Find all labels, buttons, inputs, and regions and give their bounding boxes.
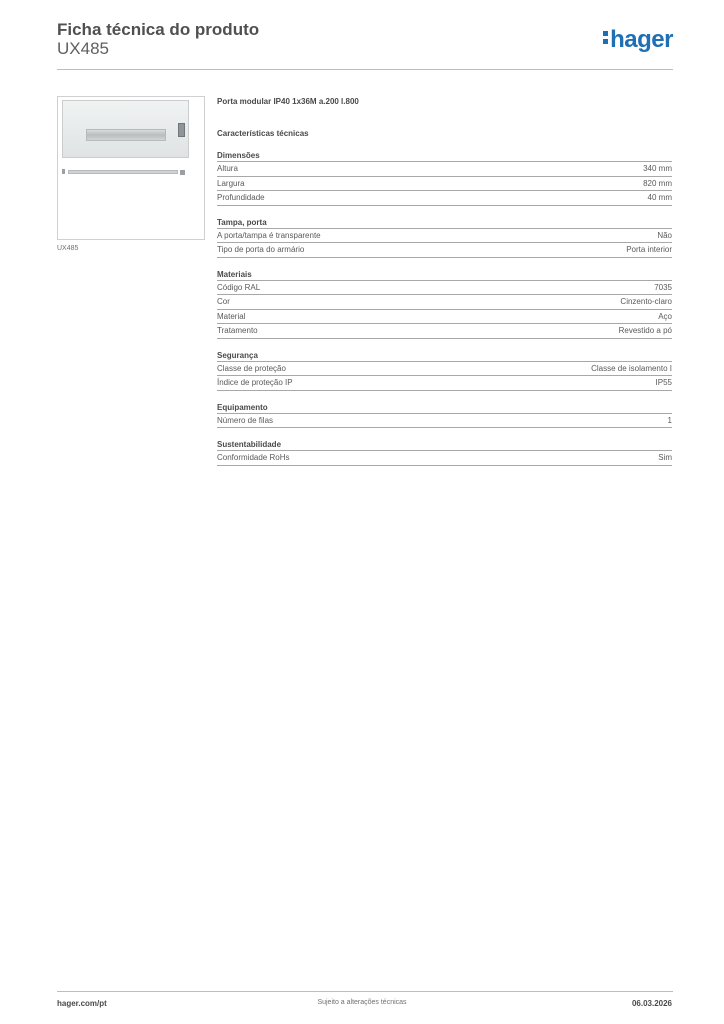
footer-date: 06.03.2026 — [631, 999, 672, 1008]
spec-value: Sim — [658, 453, 672, 462]
door-rail-illustration — [68, 170, 178, 174]
section-title: Equipamento — [217, 403, 672, 414]
spec-sections — [217, 151, 672, 466]
page-header — [57, 20, 673, 70]
spec-row — [217, 362, 672, 377]
spec-label: Classe de proteção — [217, 363, 286, 373]
spec-label: Material — [217, 311, 246, 321]
spec-value: IP55 — [655, 378, 672, 387]
spec-row — [217, 229, 672, 244]
spec-section — [217, 440, 672, 466]
hager-logo — [603, 26, 673, 54]
spec-row — [217, 243, 672, 258]
spec-row — [217, 324, 672, 339]
footer-divider — [57, 991, 673, 992]
spec-value: Aço — [658, 311, 672, 321]
logo-text: hager — [610, 26, 673, 53]
spec-row — [217, 177, 672, 192]
footer-notice: Sujeito a alterações técnicas — [317, 999, 407, 1006]
section-title: Tampa, porta — [217, 218, 672, 229]
section-title: Sustentabilidade — [217, 440, 672, 451]
spec-section — [217, 351, 672, 391]
door-slot — [86, 129, 166, 141]
product-image — [57, 96, 205, 240]
rail-end-left — [62, 169, 65, 174]
spec-row — [217, 295, 672, 310]
spec-value: 1 — [667, 415, 672, 425]
section-title: Segurança — [217, 351, 672, 362]
spec-label: Largura — [217, 178, 245, 188]
spec-value: 820 mm — [643, 178, 672, 188]
spec-row — [217, 451, 672, 466]
spec-label: Código RAL — [217, 282, 261, 292]
spec-label: Número de filas — [217, 415, 274, 425]
spec-value: Porta interior — [626, 245, 672, 254]
spec-label: Profundidade — [217, 193, 265, 202]
spec-value: Cinzento-claro — [620, 297, 672, 306]
image-caption: UX485 — [57, 245, 79, 252]
spec-section — [217, 151, 672, 206]
footer-website: hager.com/pt — [57, 999, 107, 1008]
spec-content — [217, 97, 672, 466]
door-panel-illustration — [62, 100, 189, 158]
spec-value: Não — [657, 230, 672, 240]
spec-section — [217, 270, 672, 339]
spec-row — [217, 310, 672, 325]
spec-label: Altura — [217, 164, 238, 173]
spec-value: 7035 — [654, 282, 672, 292]
door-lock-icon — [178, 123, 185, 137]
spec-row — [217, 162, 672, 177]
spec-label: Índice de proteção IP — [217, 378, 293, 387]
technical-characteristics-heading: Características técnicas — [217, 129, 309, 138]
spec-label: Cor — [217, 297, 230, 306]
spec-label: Tipo de porta do armário — [217, 245, 305, 254]
spec-section — [217, 403, 672, 429]
spec-value: Revestido a pó — [618, 326, 672, 335]
spec-section — [217, 218, 672, 258]
section-title: Materiais — [217, 270, 672, 281]
spec-label: Tratamento — [217, 326, 258, 335]
spec-row — [217, 376, 672, 391]
spec-label: Conformidade RoHs — [217, 453, 290, 462]
spec-value: 40 mm — [647, 193, 672, 202]
spec-value: 340 mm — [643, 164, 672, 173]
product-code: UX485 — [57, 39, 109, 58]
product-name: Porta modular IP40 1x36M a.200 l.800 — [217, 97, 359, 106]
spec-row — [217, 191, 672, 206]
logo-dots-icon — [603, 30, 608, 45]
spec-row — [217, 281, 672, 296]
document-title: Ficha técnica do produto — [57, 20, 260, 39]
spec-label: A porta/tampa é transparente — [217, 230, 321, 240]
spec-value: Classe de isolamento I — [591, 363, 672, 373]
spec-row — [217, 414, 672, 429]
section-title: Dimensões — [217, 151, 672, 162]
rail-end-right — [180, 170, 185, 175]
header-divider — [57, 69, 673, 70]
